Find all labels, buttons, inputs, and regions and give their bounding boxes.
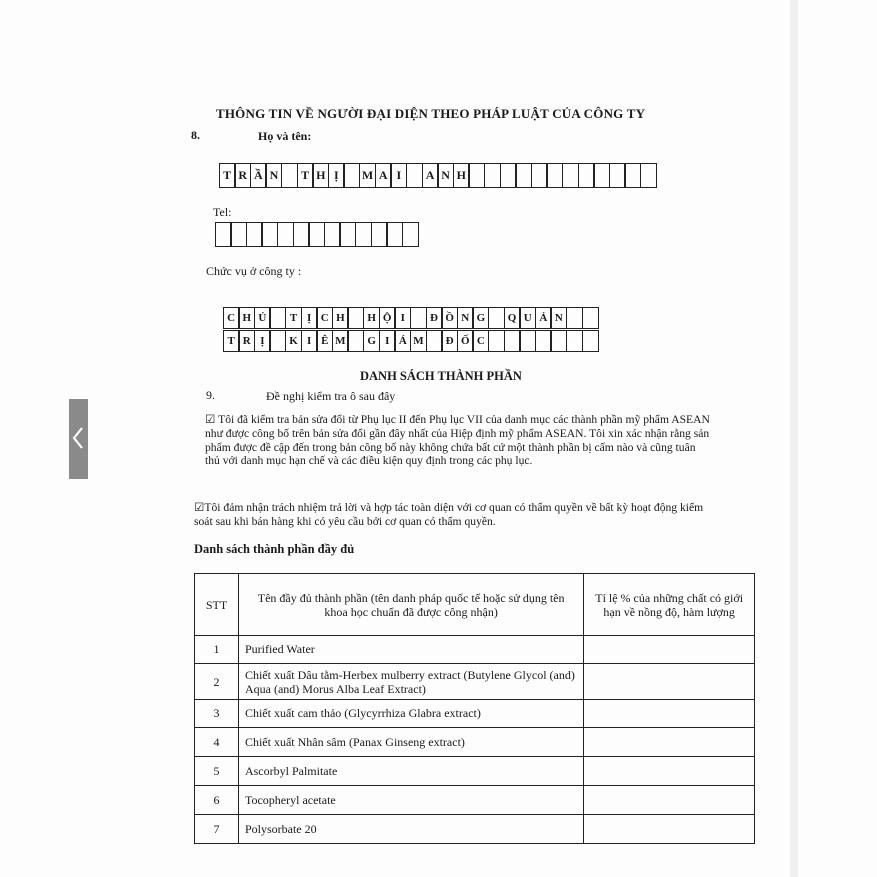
- name-label: Họ và tên:: [258, 129, 312, 143]
- letter-box: G: [472, 307, 489, 329]
- letter-box: [566, 330, 583, 352]
- previous-page-button[interactable]: [69, 399, 88, 479]
- letter-box: [531, 163, 548, 188]
- letter-box: [488, 307, 505, 329]
- letter-box: [347, 330, 364, 352]
- table-row: [195, 664, 755, 700]
- table-header-row: [195, 574, 755, 636]
- letter-box: U: [519, 307, 536, 329]
- letter-box: [566, 307, 583, 329]
- letter-box: Ị: [328, 163, 345, 188]
- row-ingredient: Polysorbate 20: [238, 815, 583, 844]
- row-ratio: [584, 636, 755, 664]
- row-ratio: [584, 664, 755, 700]
- letter-box: [609, 163, 626, 188]
- row-ratio: [584, 815, 755, 844]
- letter-box: H: [332, 307, 349, 329]
- letter-box: [562, 163, 579, 188]
- letter-box: [535, 330, 552, 352]
- letter-box: [343, 163, 360, 188]
- letter-box: T: [285, 307, 302, 329]
- letter-box: [640, 163, 657, 188]
- letter-box: [546, 163, 563, 188]
- letter-box: [277, 222, 294, 247]
- section-9-request: Đề nghị kiểm tra ô sau đây: [266, 389, 396, 403]
- table-row: [195, 700, 755, 728]
- declaration-paragraph-2: [194, 501, 712, 529]
- page-title: THÔNG TIN VỀ NGƯỜI ĐẠI DIỆN THEO PHÁP LUẬT CỦA CÔNG TY: [216, 106, 646, 121]
- tel-label: Tel:: [213, 205, 232, 219]
- name-boxes: [220, 163, 657, 188]
- letter-box: [519, 330, 536, 352]
- letter-box: [230, 222, 247, 247]
- row-stt: 6: [195, 786, 239, 815]
- letter-box: [426, 330, 443, 352]
- letter-box: Ố: [457, 330, 474, 352]
- letter-box: [488, 330, 505, 352]
- declaration-paragraph-1: [205, 413, 713, 468]
- letter-box: [500, 163, 517, 188]
- ingredient-table: [194, 573, 755, 844]
- tel-boxes: [216, 222, 419, 247]
- letter-box: Ủ: [254, 307, 271, 329]
- row-ingredient: Ascorbyl Palmitate: [238, 757, 583, 786]
- letter-box: N: [550, 307, 567, 329]
- letter-box: G: [363, 330, 380, 352]
- letter-box: [339, 222, 356, 247]
- letter-box: C: [472, 330, 489, 352]
- letter-box: T: [223, 330, 240, 352]
- row-stt: 7: [195, 815, 239, 844]
- page-edge-shadow: [790, 0, 798, 877]
- header-stt: STT: [195, 574, 239, 636]
- letter-box: Đ: [441, 330, 458, 352]
- letter-box: T: [219, 163, 236, 188]
- letter-box: [406, 163, 423, 188]
- letter-box: [347, 307, 364, 329]
- letter-box: [293, 222, 310, 247]
- letter-box: [355, 222, 372, 247]
- header-ratio: Tỉ lệ % của những chất có giới hạn về nồng độ, hàm lượng: [584, 574, 755, 636]
- row-ratio: [584, 700, 755, 728]
- letter-box: Ồ: [441, 307, 458, 329]
- letter-box: Ộ: [379, 307, 396, 329]
- letter-box: I: [379, 330, 396, 352]
- letter-box: [246, 222, 263, 247]
- letter-box: [593, 163, 610, 188]
- letter-box: [386, 222, 403, 247]
- letter-box: K: [285, 330, 302, 352]
- letter-box: T: [297, 163, 314, 188]
- letter-box: [578, 163, 595, 188]
- row-ratio: [584, 728, 755, 757]
- table-row: [195, 728, 755, 757]
- row-ingredient: Chiết xuất Nhân sâm (Panax Ginseng extract): [238, 728, 583, 757]
- table-row: [195, 757, 755, 786]
- section-title: DANH SÁCH THÀNH PHẦN: [360, 369, 522, 383]
- letter-box: H: [453, 163, 470, 188]
- table-row: [195, 636, 755, 664]
- letter-box: [410, 307, 427, 329]
- declaration-text-2: Tôi đảm nhận trách nhiệm trả lời và hợp tác toàn diện với cơ quan có thẩm quyền về bất kỳ hoạt động kiểm soát sau khi bán hàng khi có yêu cầu bởi cơ quan có thẩm quyền.: [194, 501, 704, 528]
- table-row: [195, 786, 755, 815]
- letter-box: [371, 222, 388, 247]
- letter-box: [582, 307, 599, 329]
- letter-box: Ả: [535, 307, 552, 329]
- row-ratio: [584, 757, 755, 786]
- row-stt: 3: [195, 700, 239, 728]
- chevron-left-icon: [71, 425, 86, 451]
- letter-box: C: [316, 307, 333, 329]
- section-8-number: 8.: [191, 128, 200, 142]
- checkbox-checked-icon: ☑: [194, 501, 205, 514]
- row-stt: 5: [195, 757, 239, 786]
- letter-box: [624, 163, 641, 188]
- letter-box: [324, 222, 341, 247]
- letter-box: I: [394, 307, 411, 329]
- letter-box: C: [223, 307, 240, 329]
- letter-box: Á: [394, 330, 411, 352]
- letter-box: A: [375, 163, 392, 188]
- letter-box: A: [422, 163, 439, 188]
- row-ingredient: Chiết xuất Dâu tằm-Herbex mulberry extract (Butylene Glycol (and) Aqua (and) Morus Alba Leaf Extract): [238, 664, 583, 700]
- letter-box: R: [234, 163, 251, 188]
- letter-box: Ị: [254, 330, 271, 352]
- letter-box: Q: [504, 307, 521, 329]
- letter-box: H: [363, 307, 380, 329]
- row-ingredient: Chiết xuất cam thảo (Glycyrrhiza Glabra extract): [238, 700, 583, 728]
- letter-box: [308, 222, 325, 247]
- letter-box: [402, 222, 419, 247]
- row-ratio: [584, 786, 755, 815]
- letter-box: M: [332, 330, 349, 352]
- letter-box: [468, 163, 485, 188]
- section-9-number: 9.: [206, 388, 215, 402]
- letter-box: [215, 222, 232, 247]
- letter-box: I: [301, 330, 318, 352]
- ingredient-list-title: Danh sách thành phần đầy đủ: [194, 542, 355, 556]
- declaration-text-1: Tôi đã kiểm tra bản sửa đổi từ Phụ lục II đến Phụ lục VII của danh mục các thành phần mỹ phẩm ASEAN như được công bố trên bản sửa đổi gần đây nhất của Hiệp định mỹ phẩm ASEAN. Tôi xin xác nhận rằng sản phẩm được đề cập đến trong bản công bố này không chứa bất cứ một thành phần bị cấm nào và cũng tuân thủ với danh mục hạn chế và các điều kiện quy định trong các phụ lục.: [205, 413, 710, 468]
- letter-box: [269, 330, 286, 352]
- letter-box: M: [359, 163, 376, 188]
- letter-box: [515, 163, 532, 188]
- letter-box: Đ: [426, 307, 443, 329]
- letter-box: N: [437, 163, 454, 188]
- row-ingredient: Purified Water: [238, 636, 583, 664]
- letter-box: Ầ: [250, 163, 267, 188]
- checkbox-checked-icon: ☑: [205, 413, 216, 426]
- letter-box: [269, 307, 286, 329]
- letter-box: Ê: [316, 330, 333, 352]
- letter-box: Ị: [301, 307, 318, 329]
- letter-box: [582, 330, 599, 352]
- letter-box: H: [238, 307, 255, 329]
- row-ingredient: Tocopheryl acetate: [238, 786, 583, 815]
- letter-box: R: [238, 330, 255, 352]
- position-boxes-row1: [224, 307, 599, 329]
- letter-box: H: [312, 163, 329, 188]
- row-stt: 2: [195, 664, 239, 700]
- letter-box: [550, 330, 567, 352]
- row-stt: 1: [195, 636, 239, 664]
- letter-box: I: [390, 163, 407, 188]
- table-row: [195, 815, 755, 844]
- letter-box: M: [410, 330, 427, 352]
- position-label: Chức vụ ở công ty :: [206, 264, 302, 278]
- letter-box: [261, 222, 278, 247]
- letter-box: N: [457, 307, 474, 329]
- letter-box: [504, 330, 521, 352]
- position-boxes-row2: [224, 330, 599, 352]
- letter-box: N: [265, 163, 282, 188]
- letter-box: [281, 163, 298, 188]
- header-ingredient-name: Tên đầy đủ thành phần (tên danh pháp quốc tế hoặc sử dụng tên khoa học chuẩn đã được công nhận): [238, 574, 583, 636]
- letter-box: [484, 163, 501, 188]
- row-stt: 4: [195, 728, 239, 757]
